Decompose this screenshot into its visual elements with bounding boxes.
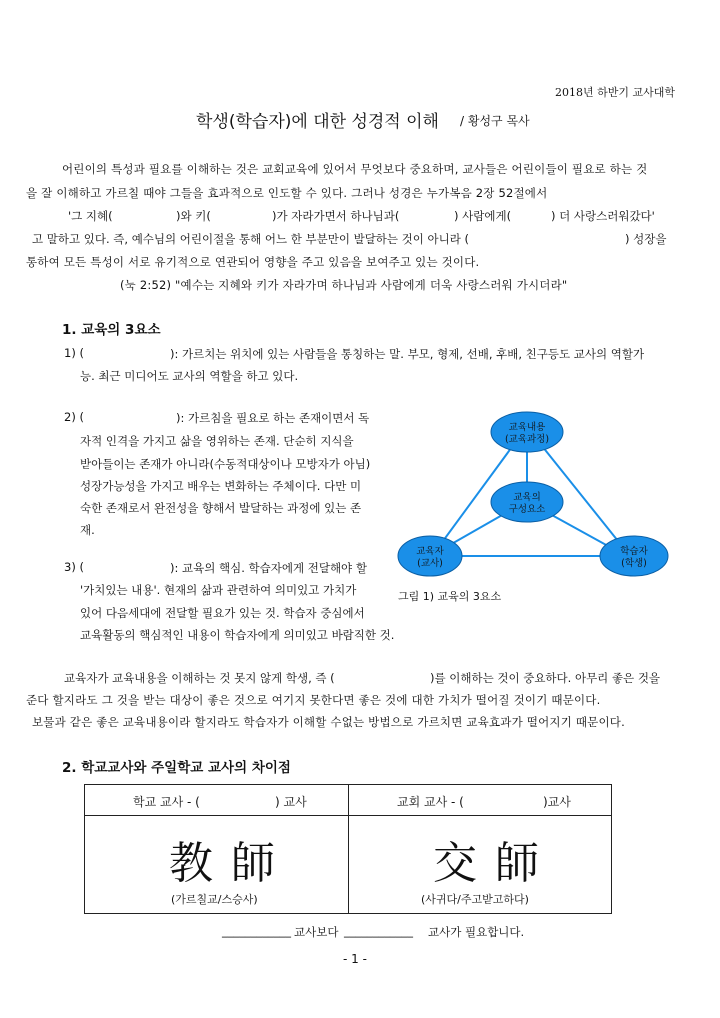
item-3-line-3: 있어 다음세대에 전달할 필요가 있는 것. 학습자 중심에서	[80, 606, 365, 620]
closing-line-3: 보물과 같은 좋은 교육내용이라 할지라도 학습자가 이해할 수없는 방법으로 가르치면 교육효과가 떨어지기 때문이다.	[32, 715, 625, 729]
intro-line-3a: '그 지혜(	[68, 209, 113, 223]
item-2-line-1: ): 가르침을 필요로 하는 존재이면서 독	[176, 411, 370, 425]
page-number: - 1 -	[343, 952, 367, 966]
item-1-line-2: 능. 최근 미디어도 교사의 역할을 하고 있다.	[80, 369, 299, 383]
section-2-heading: 2. 학교교사와 주일학교 교사의 차이점	[62, 760, 291, 776]
school-teacher-gloss: (가르칠교/스승사)	[171, 893, 258, 906]
church-teacher-header-a: 교회 교사 - (	[397, 795, 464, 809]
item-1-line-1: ): 가르치는 위치에 있는 사람들을 통칭하는 말. 부모, 형제, 선배, 후배, 친구등도 교사의 역할가	[170, 347, 645, 361]
node-content-label-2: (교육과정)	[504, 434, 550, 445]
author: / 황성구 목사	[460, 114, 530, 128]
item-2-line-4: 성장가능성을 가지고 배우는 변화하는 주체이다. 다만 미	[80, 479, 362, 493]
item-2-line-2: 자적 인격을 가지고 삶을 영위하는 존재. 단순히 지식을	[80, 434, 354, 448]
comparison-table	[84, 784, 612, 914]
closing-line-1a: 교육자가 교육내용을 이해하는 것 못지 않게 학생, 즉 (	[64, 671, 335, 685]
footer-blank-1: ____________	[222, 924, 291, 938]
node-learner-label-1: 학습자	[620, 546, 648, 557]
item-2-line-6: 재.	[80, 523, 95, 537]
item-2-line-5: 숙한 존재로서 완전성을 향해서 발달하는 과정에 있는 존	[80, 501, 362, 515]
section-1-heading: 1. 교육의 3요소	[62, 322, 161, 338]
intro-line-4b: ) 성장을	[625, 232, 667, 246]
item-3-line-1: ): 교육의 핵심. 학습자에게 전달해야 할	[170, 561, 367, 575]
school-teacher-hanja: 教師	[169, 838, 293, 889]
course-header: 2018년 하반기 교사대학	[555, 86, 675, 99]
church-teacher-gloss: (사귀다/주고받고하다)	[421, 893, 529, 906]
education-elements-diagram	[392, 404, 678, 590]
table-divider-vertical	[348, 785, 349, 913]
node-core-label-1: 교육의	[513, 492, 541, 503]
item-3-number: 3) (	[64, 560, 84, 574]
intro-line-3b: )와 키(	[176, 209, 211, 223]
school-teacher-header-b: ) 교사	[275, 795, 307, 809]
node-core-label-2: 구성요소	[508, 504, 546, 515]
intro-line-1: 어린이의 특성과 필요를 이해하는 것은 교회교육에 있어서 무엇보다 중요하며, 교사들은 어린이들이 필요로 하는 것	[62, 162, 648, 176]
intro-line-2: 을 잘 이해하고 가르칠 때야 그들을 효과적으로 인도할 수 있다. 그러나 성경은 누가복음 2장 52절에서	[26, 186, 548, 200]
item-2-number: 2) (	[64, 410, 84, 424]
item-3-line-4: 교육활동의 핵심적인 내용이 학습자에게 의미있고 바람직한 것.	[80, 628, 395, 642]
closing-line-1b: )를 이해하는 것이 중요하다. 아무리 좋은 것을	[430, 671, 661, 685]
footer-blank-2: ____________	[344, 924, 413, 938]
footer-text-1: 교사보다	[294, 925, 339, 939]
intro-line-4a: 고 말하고 있다. 즉, 예수님의 어린이절을 통해 어느 한 부분만이 발달하는 것이 아니라 (	[32, 232, 470, 246]
item-1-number: 1) (	[64, 346, 84, 360]
table-divider-horizontal	[85, 815, 611, 816]
diagram-caption: 그림 1) 교육의 3요소	[398, 590, 502, 603]
node-learner-label-2: (학생)	[621, 558, 647, 569]
node-teacher-label-2: (교사)	[417, 558, 443, 569]
page-title: 학생(학습자)에 대한 성경적 이해	[196, 112, 439, 132]
item-2-line-3: 받아들이는 존재가 아니라(수동적대상이나 모방자가 아님)	[80, 457, 371, 471]
church-teacher-header-b: )교사	[543, 795, 571, 809]
intro-line-5: 통하여 모든 특성이 서로 유기적으로 연관되어 영향을 주고 있음을 보여주고 있는 것이다.	[26, 255, 480, 269]
closing-line-2: 준다 할지라도 그 것을 받는 대상이 좋은 것으로 여기지 못한다면 좋은 것에 대한 가치가 떨어질 것이기 때문이다.	[26, 693, 601, 707]
intro-line-3c: )가 자라가면서 하나님과(	[272, 209, 400, 223]
church-teacher-hanja: 交師	[433, 838, 557, 889]
item-3-line-2: '가치있는 내용'. 현재의 삶과 관련하여 의미있고 가치가	[80, 583, 357, 597]
intro-line-6: (눅 2:52) "예수는 지혜와 키가 자라가며 하나님과 사람에게 더욱 사랑스러워 가시더라"	[120, 278, 568, 292]
intro-line-3e: ) 더 사랑스러워갔다'	[551, 209, 655, 223]
node-teacher-label-1: 교육자	[416, 546, 444, 557]
intro-line-3d: ) 사람에게(	[454, 209, 512, 223]
node-content-label-1: 교육내용	[508, 422, 546, 433]
connector-center-left	[448, 514, 504, 546]
school-teacher-header-a: 학교 교사 - (	[133, 795, 200, 809]
footer-text-2: 교사가 필요합니다.	[428, 925, 525, 939]
